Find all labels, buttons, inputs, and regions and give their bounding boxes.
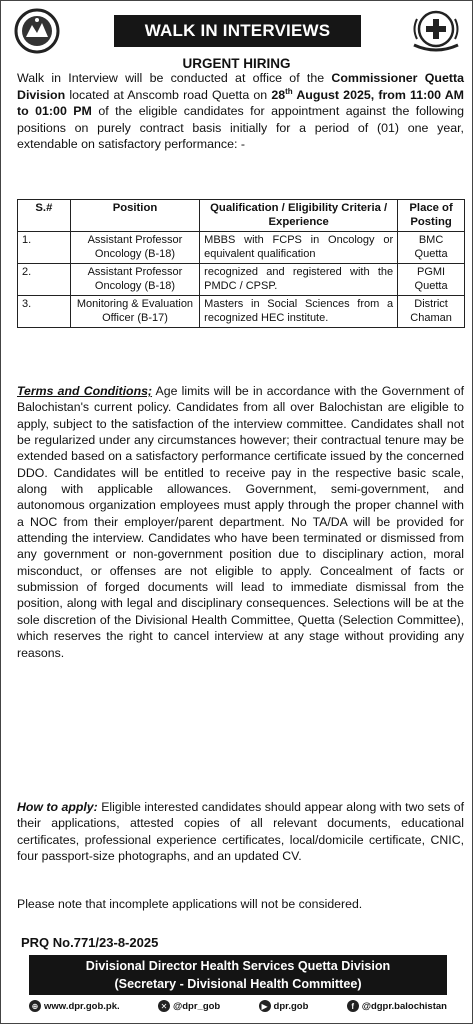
header-position: Position	[70, 200, 199, 232]
table-row	[18, 264, 465, 296]
incomplete-note: Please note that incomplete applications will not be considered.	[17, 897, 363, 911]
youtube-icon: ▶	[259, 1000, 271, 1012]
social-links	[29, 997, 447, 1015]
x-icon: ✕	[158, 1000, 170, 1012]
how-to-apply	[17, 799, 464, 864]
signatory-designation: (Secretary - Divisional Health Committee)	[114, 977, 362, 991]
cell-qualification: recognized and registered with the PMDC / CPSP.	[200, 264, 398, 296]
positions-table	[17, 199, 465, 328]
terms-heading: Terms and Conditions;	[17, 384, 153, 398]
social-link-facebook[interactable]: f @dgpr.balochistan	[347, 1000, 447, 1012]
cell-place: PGMI Quetta	[398, 264, 465, 296]
balochistan-seal-logo	[9, 7, 65, 55]
apply-body: Eligible interested candidates should appear along with two sets of their applications, attested copies of all relevant documents, educational certificates, professional experience certificates, local/domicile certificate, CNIC, four passport-size photographs, and an updated CV.	[17, 800, 465, 863]
cell-sn: 3.	[18, 296, 71, 328]
intro-paragraph: Walk in Interview will be conducted at office of the Commissioner Quetta Division located at Anscomb road Quetta on 28th August 2025, from 11:00 AM to 01:00 PM of the eligible candidates for appointment against the following positions on purely contract basis initially for a period of (01) one year, extendable on satisfactory performance: -	[17, 71, 465, 152]
web-icon: ⊕	[29, 1000, 41, 1012]
signatory-title: Divisional Director Health Services Quetta Division	[85, 959, 391, 973]
office-name: Commissioner Quetta Division	[17, 71, 464, 102]
table-header-row	[18, 200, 465, 232]
walk-in-banner: WALK IN INTERVIEWS	[114, 15, 361, 47]
header-sn: S.#	[18, 200, 71, 232]
terms-and-conditions	[17, 383, 464, 661]
social-link-x[interactable]: ✕ @dpr_gob	[158, 1000, 220, 1012]
cell-sn: 2.	[18, 264, 71, 296]
table-row	[18, 232, 465, 264]
cell-sn: 1.	[18, 232, 71, 264]
header-place: Place of Posting	[398, 200, 465, 232]
cell-qualification: Masters in Social Sciences from a recognized HEC institute.	[200, 296, 398, 328]
header-qualification: Qualification / Eligibility Criteria / Experience	[200, 200, 398, 232]
cell-place: BMC Quetta	[398, 232, 465, 264]
cell-position: Assistant Professor Oncology (B-18)	[70, 232, 199, 264]
cell-place: District Chaman	[398, 296, 465, 328]
health-department-logo	[408, 7, 464, 55]
signatory-box	[29, 955, 447, 995]
cell-position: Monitoring & Evaluation Officer (B-17)	[70, 296, 199, 328]
social-link-youtube[interactable]: ▶ dpr.gob	[259, 1000, 309, 1012]
apply-heading: How to apply:	[17, 800, 98, 814]
cell-position: Assistant Professor Oncology (B-18)	[70, 264, 199, 296]
interview-date: 28th August 2025, from 11:00 AM to 01:00 PM	[17, 86, 465, 119]
table-row	[18, 296, 465, 328]
cell-qualification: MBBS with FCPS in Oncology or equivalent qualification	[200, 232, 398, 264]
social-link-web[interactable]: ⊕ www.dpr.gob.pk.	[29, 1000, 120, 1012]
prq-number: PRQ No.771/23-8-2025	[21, 935, 159, 950]
urgent-hiring-heading: URGENT HIRING	[182, 56, 291, 71]
terms-body: Age limits will be in accordance with the Government of Balochistan's current policy. Candidates from all over Balochistan are eligible to apply, subject to the satisfaction of the interview committee. Candidates shall not be regularized under any circumstances however; their contractual tenure may be extended based on a satisfactory performance certificate issued by the concerned DDO. Candidates will be entitled to receive pay in the respective basic scale, along with applicable allowances. Government, semi-government, and autonomous organization employees must apply through the proper channel with a NOC from their employer/parent department. No TA/DA will be provided for attending the interview. Candidates who have been terminated or dismissed from any government or non-government position due to disciplinary action, moral misconduct, or offenses are not eligible to apply. Concealment of facts or submission of forged documents will lead to immediate dismissal from the position, along with legal and disciplinary consequences. Selections will be at the sole discretion of the Divisional Health Committee, Quetta (Selection Committee), which reserves the right to cancel interview at any stage without providing any reasons.	[17, 384, 464, 660]
facebook-icon: f	[347, 1000, 359, 1012]
